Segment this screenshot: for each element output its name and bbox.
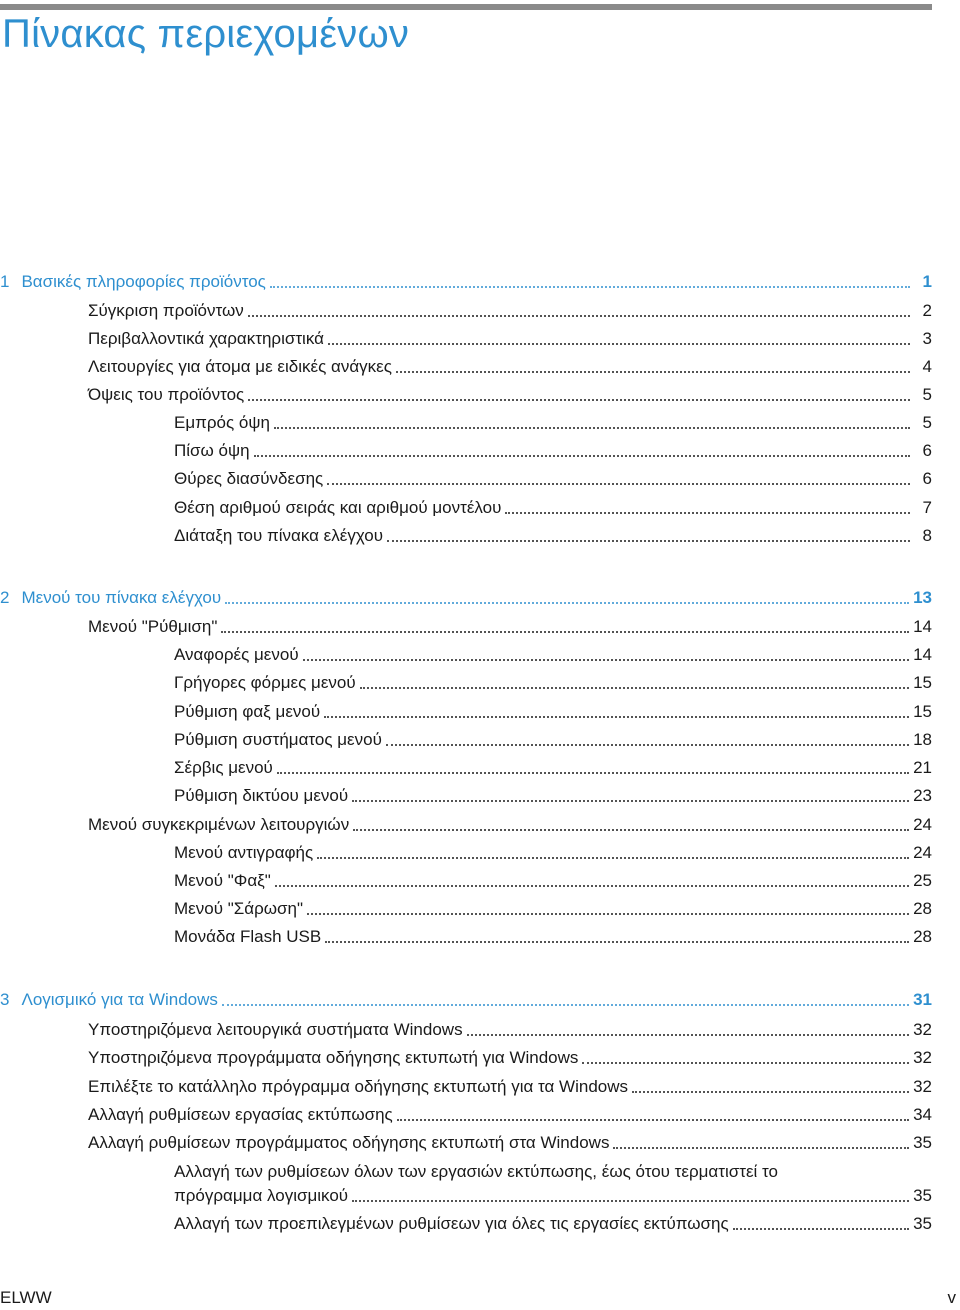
- entry-label: Ρύθμιση συστήματος μενού: [174, 730, 382, 749]
- chapter-label: 3 Λογισμικό για τα Windows: [0, 990, 218, 1009]
- dot-leader: [352, 800, 909, 802]
- toc-entry[interactable]: [88, 813, 932, 837]
- entry-label: Διάταξη του πίνακα ελέγχου: [174, 526, 384, 545]
- toc-entry[interactable]: [88, 299, 932, 323]
- toc-entry[interactable]: [174, 643, 932, 667]
- toc-entry[interactable]: [174, 700, 932, 724]
- toc-entry[interactable]: [174, 411, 932, 435]
- dot-leader: [360, 687, 909, 689]
- dot-leader: [386, 744, 909, 746]
- page-number: 1: [922, 272, 932, 291]
- entry-label: Μενού "Ρύθμιση": [88, 617, 218, 636]
- entry-label: Θέση αριθμού σειράς και αριθμού μοντέλου: [174, 498, 502, 517]
- page-number: 3: [922, 329, 932, 348]
- entry-label: Αλλαγή των προεπιλεγμένων ρυθμίσεων για όλες τις εργασίες εκτύπωσης: [174, 1214, 729, 1233]
- toc-entry[interactable]: [174, 756, 932, 780]
- top-rule: [0, 4, 932, 10]
- dot-leader: [352, 1200, 909, 1202]
- dot-leader: [327, 483, 910, 485]
- page-number: 5: [922, 413, 932, 432]
- dot-leader: [254, 455, 910, 457]
- toc-entry-wrapped-line[interactable]: Αλλαγή των ρυθμίσεων όλων των εργασιών εκτύπωσης, έως ότου τερματιστεί το: [174, 1162, 778, 1181]
- page-number: 25: [913, 871, 932, 890]
- entry-label: Μενού "Σάρωση": [174, 899, 304, 918]
- page-number: 23: [913, 786, 932, 805]
- toc-entry[interactable]: [174, 467, 932, 491]
- toc-entry[interactable]: [174, 439, 932, 463]
- entry-label: Μενού συγκεκριμένων λειτουργιών: [88, 815, 350, 834]
- toc-chapter-1[interactable]: [0, 270, 932, 294]
- toc-entry[interactable]: [88, 383, 932, 407]
- dot-leader: [632, 1091, 909, 1093]
- entry-label: Αναφορές μενού: [174, 645, 299, 664]
- dot-leader: [505, 512, 910, 514]
- dot-leader: [613, 1147, 909, 1149]
- page-number: 13: [913, 588, 932, 607]
- toc-entry[interactable]: [88, 1046, 932, 1070]
- dot-leader: [222, 1004, 909, 1006]
- page-number: 35: [913, 1214, 932, 1233]
- entry-label: πρόγραμμα λογισμικού: [174, 1186, 349, 1205]
- page-number: 15: [913, 702, 932, 721]
- dot-leader: [270, 286, 910, 288]
- entry-label: Ρύθμιση φαξ μενού: [174, 702, 321, 721]
- dot-leader: [225, 602, 909, 604]
- page-number: 8: [922, 526, 932, 545]
- chapter-label: 1 Βασικές πληροφορίες προϊόντος: [0, 272, 266, 291]
- toc-entry[interactable]: [174, 784, 932, 808]
- page-number: 34: [913, 1105, 932, 1124]
- page-number: 24: [913, 843, 932, 862]
- dot-leader: [307, 913, 909, 915]
- toc-entry[interactable]: [174, 496, 932, 520]
- toc-entry[interactable]: [88, 1075, 932, 1099]
- page-number: 2: [922, 301, 932, 320]
- toc-entry[interactable]: [88, 327, 932, 351]
- toc-entry[interactable]: [174, 925, 932, 949]
- page-number: 5: [922, 385, 932, 404]
- toc-entry[interactable]: [88, 355, 932, 379]
- chapter-label: 2 Μενού του πίνακα ελέγχου: [0, 588, 222, 607]
- toc-entry[interactable]: [174, 841, 932, 865]
- footer-label: ELWW: [0, 1288, 52, 1307]
- entry-label: Επιλέξτε το κατάλληλο πρόγραμμα οδήγησης εκτυπωτή για τα Windows: [88, 1077, 629, 1096]
- page-number: 31: [913, 990, 932, 1009]
- dot-leader: [325, 941, 909, 943]
- page-number: 32: [913, 1077, 932, 1096]
- page-number: 24: [913, 815, 932, 834]
- entry-label: Πίσω όψη: [174, 441, 250, 460]
- page-number: 35: [913, 1133, 932, 1152]
- page-number: 32: [913, 1020, 932, 1039]
- footer-page-number: v: [947, 1288, 956, 1307]
- entry-label: Μονάδα Flash USB: [174, 927, 322, 946]
- entry-label: Λειτουργίες για άτομα με ειδικές ανάγκες: [88, 357, 392, 376]
- entry-label: Αλλαγή ρυθμίσεων εργασίας εκτύπωσης: [88, 1105, 393, 1124]
- page-number: 35: [913, 1186, 932, 1205]
- dot-leader: [467, 1034, 910, 1036]
- dot-leader: [397, 1119, 909, 1121]
- toc-entry[interactable]: [174, 671, 932, 695]
- entry-label: Σύγκριση προϊόντων: [88, 301, 244, 320]
- entry-label: Όψεις του προϊόντος: [88, 385, 245, 404]
- page-title: Πίνακας περιεχομένων: [2, 12, 410, 56]
- toc-chapter-2[interactable]: [0, 586, 932, 610]
- entry-label: Μενού "Φαξ": [174, 871, 271, 890]
- page-number: 4: [922, 357, 932, 376]
- entry-label: Γρήγορες φόρμες μενού: [174, 673, 356, 692]
- dot-leader: [317, 857, 909, 859]
- page-number: 7: [922, 498, 932, 517]
- page-number: 6: [922, 441, 932, 460]
- dot-leader: [303, 659, 909, 661]
- dot-leader: [582, 1062, 909, 1064]
- toc-entry[interactable]: [174, 1184, 932, 1208]
- page-number: 14: [913, 645, 932, 664]
- page-number: 18: [913, 730, 932, 749]
- dot-leader: [275, 885, 909, 887]
- entry-label: Σέρβις μενού: [174, 758, 273, 777]
- dot-leader: [221, 631, 909, 633]
- dot-leader: [387, 540, 910, 542]
- entry-label: Μενού αντιγραφής: [174, 843, 314, 862]
- dot-leader: [328, 343, 910, 345]
- toc-entry[interactable]: [88, 1018, 932, 1042]
- page-number: 21: [913, 758, 932, 777]
- toc-entry[interactable]: [174, 524, 932, 548]
- dot-leader: [277, 772, 909, 774]
- toc-entry[interactable]: [88, 615, 932, 639]
- entry-label: Περιβαλλοντικά χαρακτηριστικά: [88, 329, 324, 348]
- page-number: 32: [913, 1048, 932, 1067]
- entry-label: Υποστηριζόμενα λειτουργικά συστήματα Windows: [88, 1020, 463, 1039]
- page-number: 28: [913, 927, 932, 946]
- page-number: 15: [913, 673, 932, 692]
- entry-label: Υποστηριζόμενα προγράμματα οδήγησης εκτυπωτή για Windows: [88, 1048, 579, 1067]
- dot-leader: [396, 371, 910, 373]
- entry-label: Ρύθμιση δικτύου μενού: [174, 786, 349, 805]
- toc-entry[interactable]: [174, 728, 932, 752]
- entry-label: Θύρες διασύνδεσης: [174, 469, 324, 488]
- toc-entry[interactable]: [174, 869, 932, 893]
- page-number: 28: [913, 899, 932, 918]
- entry-label: Αλλαγή ρυθμίσεων προγράμματος οδήγησης εκτυπωτή στα Windows: [88, 1133, 610, 1152]
- dot-leader: [248, 315, 910, 317]
- toc-chapter-3[interactable]: [0, 988, 932, 1012]
- toc-entry[interactable]: [174, 897, 932, 921]
- dot-leader: [353, 829, 909, 831]
- entry-label: Εμπρός όψη: [174, 413, 270, 432]
- toc-entry[interactable]: [174, 1212, 932, 1236]
- dot-leader: [248, 399, 910, 401]
- toc-entry[interactable]: [88, 1103, 932, 1127]
- dot-leader: [274, 427, 910, 429]
- dot-leader: [733, 1228, 909, 1230]
- page-number: 6: [922, 469, 932, 488]
- page-number: 14: [913, 617, 932, 636]
- dot-leader: [324, 716, 909, 718]
- toc-entry[interactable]: [88, 1131, 932, 1155]
